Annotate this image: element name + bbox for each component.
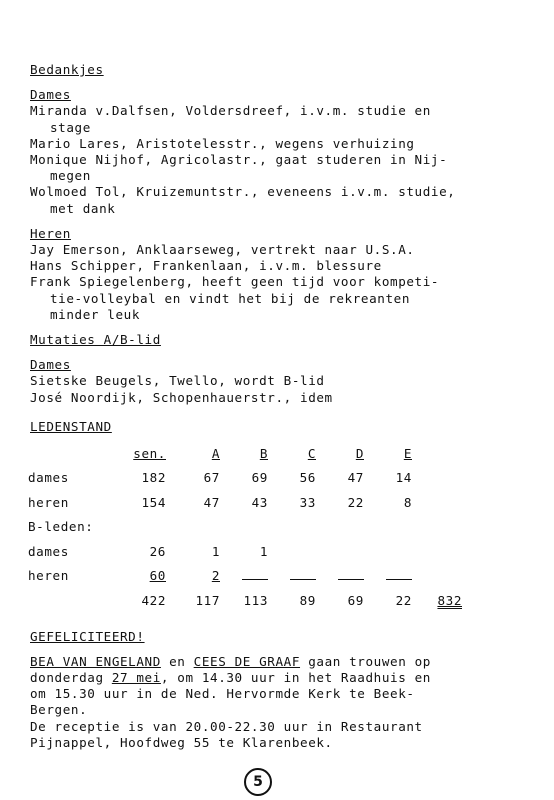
table-row [28, 539, 462, 564]
column-header: A [211, 445, 220, 461]
felicitatie-text: gaan trouwen op [300, 653, 431, 669]
table-row [28, 490, 462, 515]
mutatie-line: Sietske Beugels, Twello, wordt B-lid [30, 373, 325, 389]
table-row [28, 564, 462, 589]
felicitatie-line: Bergen. [30, 702, 88, 718]
total-cell: 422 [141, 592, 166, 608]
bedankjes-heren-heading: Heren [30, 225, 71, 241]
felicitatie-text: donderdag [30, 669, 112, 685]
table-cell: 33 [299, 494, 316, 510]
bedankje-line: minder leuk [50, 306, 141, 322]
page-number: 5 [244, 768, 272, 796]
sum-rule [290, 571, 316, 580]
document-page [30, 62, 530, 751]
row-label: dames [28, 543, 69, 559]
bedankjes-dames-heading: Dames [30, 87, 71, 103]
bedankje-line: Hans Schipper, Frankenlaan, i.v.m. blessure [30, 258, 382, 274]
table-cell: 2 [211, 568, 220, 584]
table-cell: 182 [141, 470, 166, 486]
table-cell: 1 [259, 543, 268, 559]
column-header: sen. [133, 445, 166, 461]
sum-rule [386, 571, 412, 580]
total-cell: 89 [299, 592, 316, 608]
table-cell: 69 [251, 470, 268, 486]
sum-rule [242, 571, 268, 580]
table-cell: 56 [299, 470, 316, 486]
column-header: E [403, 445, 412, 461]
felicitatie-text: , om 14.30 uur in het Raadhuis en [160, 669, 431, 685]
mutaties-dames-heading: Dames [30, 357, 71, 373]
bride-name: BEA VAN ENGELAND [30, 653, 161, 669]
row-label: heren [28, 568, 69, 584]
grand-total: 832 [437, 592, 462, 608]
felicitatie-line: Pijnappel, Hoofdweg 55 te Klarenbeek. [30, 734, 333, 750]
bedankje-line: tie-volleybal en vindt het bij de rekreanten [50, 290, 411, 306]
table-cell: 154 [141, 494, 166, 510]
ledenstand-table [28, 441, 462, 613]
table-cell: 26 [149, 543, 166, 559]
felicitatie-text: en [160, 653, 194, 669]
bedankje-line: met dank [50, 200, 116, 216]
table-cell: 14 [395, 470, 412, 486]
row-label: B-leden: [28, 519, 94, 535]
bedankje-line: megen [50, 168, 91, 184]
bedankje-line: Miranda v.Dalfsen, Voldersdreef, i.v.m. studie en [30, 103, 431, 119]
table-row [28, 515, 462, 540]
felicitatie-line [30, 670, 530, 686]
table-cell: 8 [403, 494, 412, 510]
bedankje-line: Mario Lares, Aristotelesstr., wegens verhuizing [30, 135, 415, 151]
row-label: dames [28, 470, 69, 486]
felicitatie-line: De receptie is van 20.00-22.30 uur in Restaurant [30, 718, 423, 734]
mutaties-heading: Mutaties A/B-lid [30, 332, 161, 348]
table-cell: 47 [203, 494, 220, 510]
table-header-row [28, 441, 462, 466]
row-label: heren [28, 494, 69, 510]
ledenstand-heading: LEDENSTAND [30, 418, 112, 434]
felicitatie-heading: GEFELICITEERD! [30, 628, 145, 644]
bedankje-line: stage [50, 119, 91, 135]
table-cell: 67 [203, 470, 220, 486]
bedankje-line: Wolmoed Tol, Kruizemuntstr., eveneens i.v.m. studie, [30, 184, 456, 200]
table-cell: 47 [347, 470, 364, 486]
bedankje-line: Jay Emerson, Anklaarseweg, vertrekt naar U.S.A. [30, 242, 415, 258]
total-cell: 69 [347, 592, 364, 608]
groom-name: CEES DE GRAAF [193, 653, 301, 669]
table-row [28, 466, 462, 491]
wedding-date: 27 mei [111, 669, 161, 685]
table-total-row [28, 588, 462, 613]
bedankje-line: Monique Nijhof, Agricolastr., gaat studeren in Nij- [30, 152, 448, 168]
table-cell: 22 [347, 494, 364, 510]
bedankje-line: Frank Spiegelenberg, heeft geen tijd voor kompeti- [30, 274, 440, 290]
column-header: C [307, 445, 316, 461]
column-header: D [355, 445, 364, 461]
total-cell: 22 [395, 592, 412, 608]
table-cell: 60 [149, 568, 166, 584]
felicitatie-line: om 15.30 uur in de Ned. Hervormde Kerk te Beek- [30, 686, 415, 702]
mutatie-line: José Noordijk, Schopenhauerstr., idem [30, 389, 333, 405]
sum-rule [338, 571, 364, 580]
column-header: B [259, 445, 268, 461]
table-cell: 43 [251, 494, 268, 510]
total-cell: 113 [243, 592, 268, 608]
felicitatie-line [30, 654, 530, 670]
total-cell: 117 [195, 592, 220, 608]
table-cell: 1 [211, 543, 220, 559]
bedankjes-heading: Bedankjes [30, 62, 104, 77]
